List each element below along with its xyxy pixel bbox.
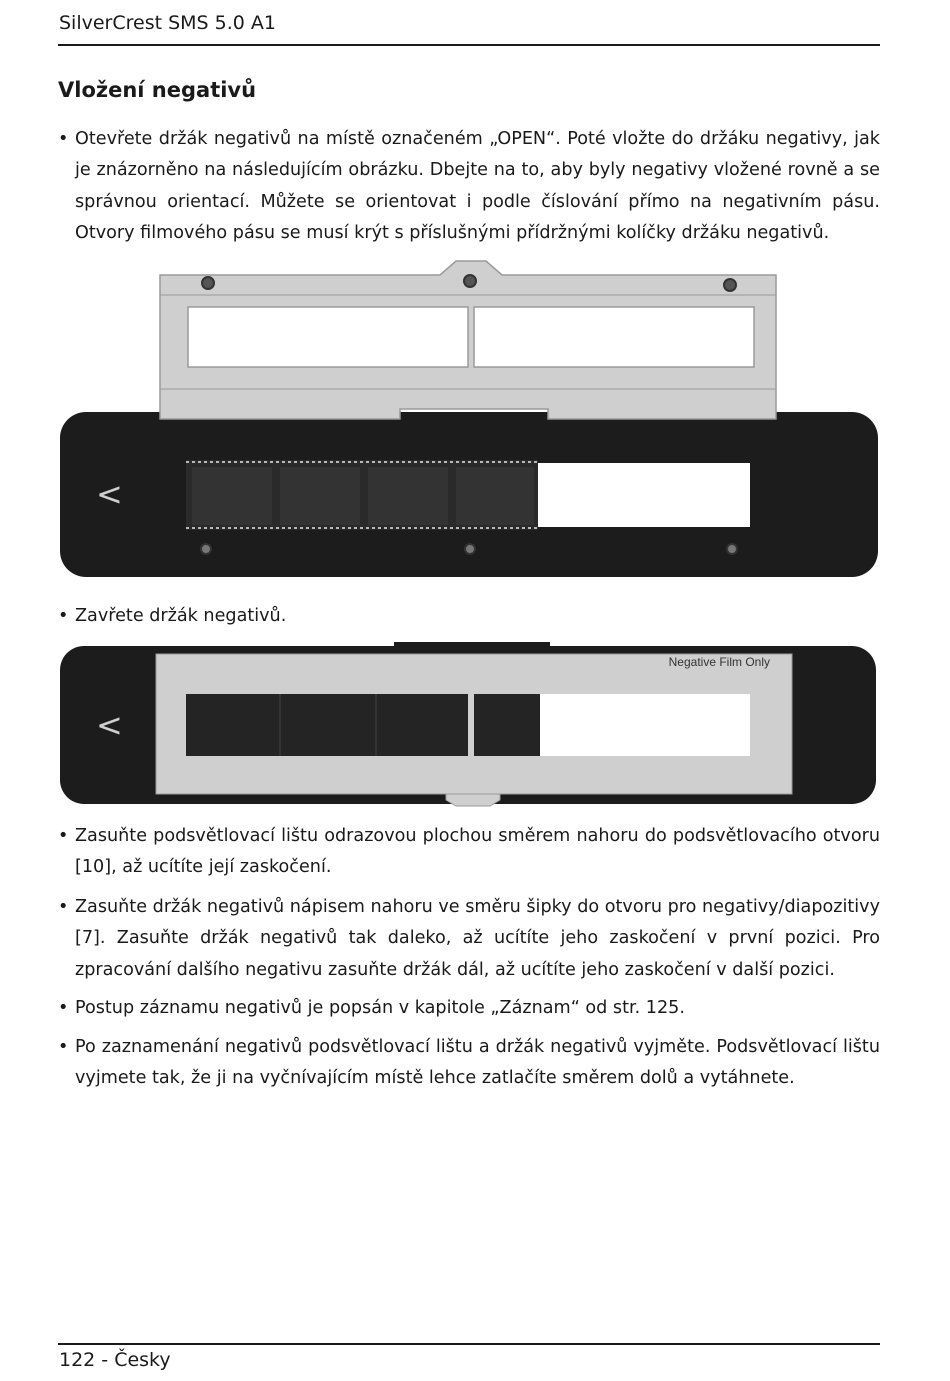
figure-open-negative-holder <box>58 257 880 582</box>
bullet-text: Po zaznamenání negativů podsvětlovací lištu a držák negativů vyjměte. Podsvětlovací lištu vyjmete tak, že ji na vyčnívajícím místě lehce zatlačíte směrem dolů a vytáhnete. <box>75 1037 880 1089</box>
bullet-text: Zasuňte podsvětlovací lištu odrazovou plochou směrem nahoru do podsvětlovacího otvoru [10], až ucítíte její zaskočení. <box>75 826 880 878</box>
page-header-title: SilverCrest SMS 5.0 A1 <box>59 12 276 34</box>
figure-closed-negative-holder <box>58 640 880 810</box>
lid-window-left <box>188 307 468 367</box>
bullet-item <box>58 892 880 986</box>
bullet-item <box>58 124 880 249</box>
bullet-icon: • <box>58 826 69 846</box>
pin <box>201 544 211 554</box>
footer-rule <box>58 1343 880 1345</box>
bullet-icon: • <box>58 606 69 626</box>
arrow-icon: < <box>96 475 123 513</box>
bullet-text: Zasuňte držák negativů nápisem nahoru ve směru šipky do otvoru pro negativy/diapozitivy [7]. Zasuňte držák negativů tak daleko, až ucítíte jeho zaskočení v první pozici. Pro zpracování dalšího negativu zasuňte držák dál, až ucítíte jeho zaskočení v další pozici. <box>75 897 880 980</box>
lid-window-left <box>186 694 468 756</box>
pin <box>465 544 475 554</box>
bullet-item <box>58 821 880 884</box>
lid-window-right <box>474 307 754 367</box>
bullet-item <box>58 993 880 1024</box>
bullet-icon: • <box>58 897 69 917</box>
bullet-text: Zavřete držák negativů. <box>75 606 287 626</box>
bullet-item <box>58 1032 880 1095</box>
arrow-icon: < <box>96 706 123 744</box>
bullet-icon: • <box>58 1037 69 1057</box>
section-heading: Vložení negativů <box>58 78 257 102</box>
holder-label: Negative Film Only <box>668 655 770 669</box>
bullet-text: Postup záznamu negativů je popsán v kapitole „Záznam“ od str. 125. <box>75 998 685 1018</box>
footer-page-number: 122 - Česky <box>59 1349 171 1371</box>
empty-window <box>538 463 750 527</box>
bullet-text: Otevřete držák negativů na místě označeném „OPEN“. Poté vložte do držáku negativy, jak je znázorněno na následujícím obrázku. Dbejte na to, aby byly negativy vložené rovně a se správnou orientací. Můžete se orientovat i podle číslování přímo na negativním pásu. Otvory filmového pásu se musí krýt s příslušnými přídržnými kolíčky držáku negativů. <box>75 129 880 243</box>
empty-window <box>540 694 750 756</box>
bullet-item <box>58 601 880 632</box>
bullet-icon: • <box>58 129 69 149</box>
header-rule <box>58 44 880 46</box>
bullet-icon: • <box>58 998 69 1018</box>
pin <box>727 544 737 554</box>
